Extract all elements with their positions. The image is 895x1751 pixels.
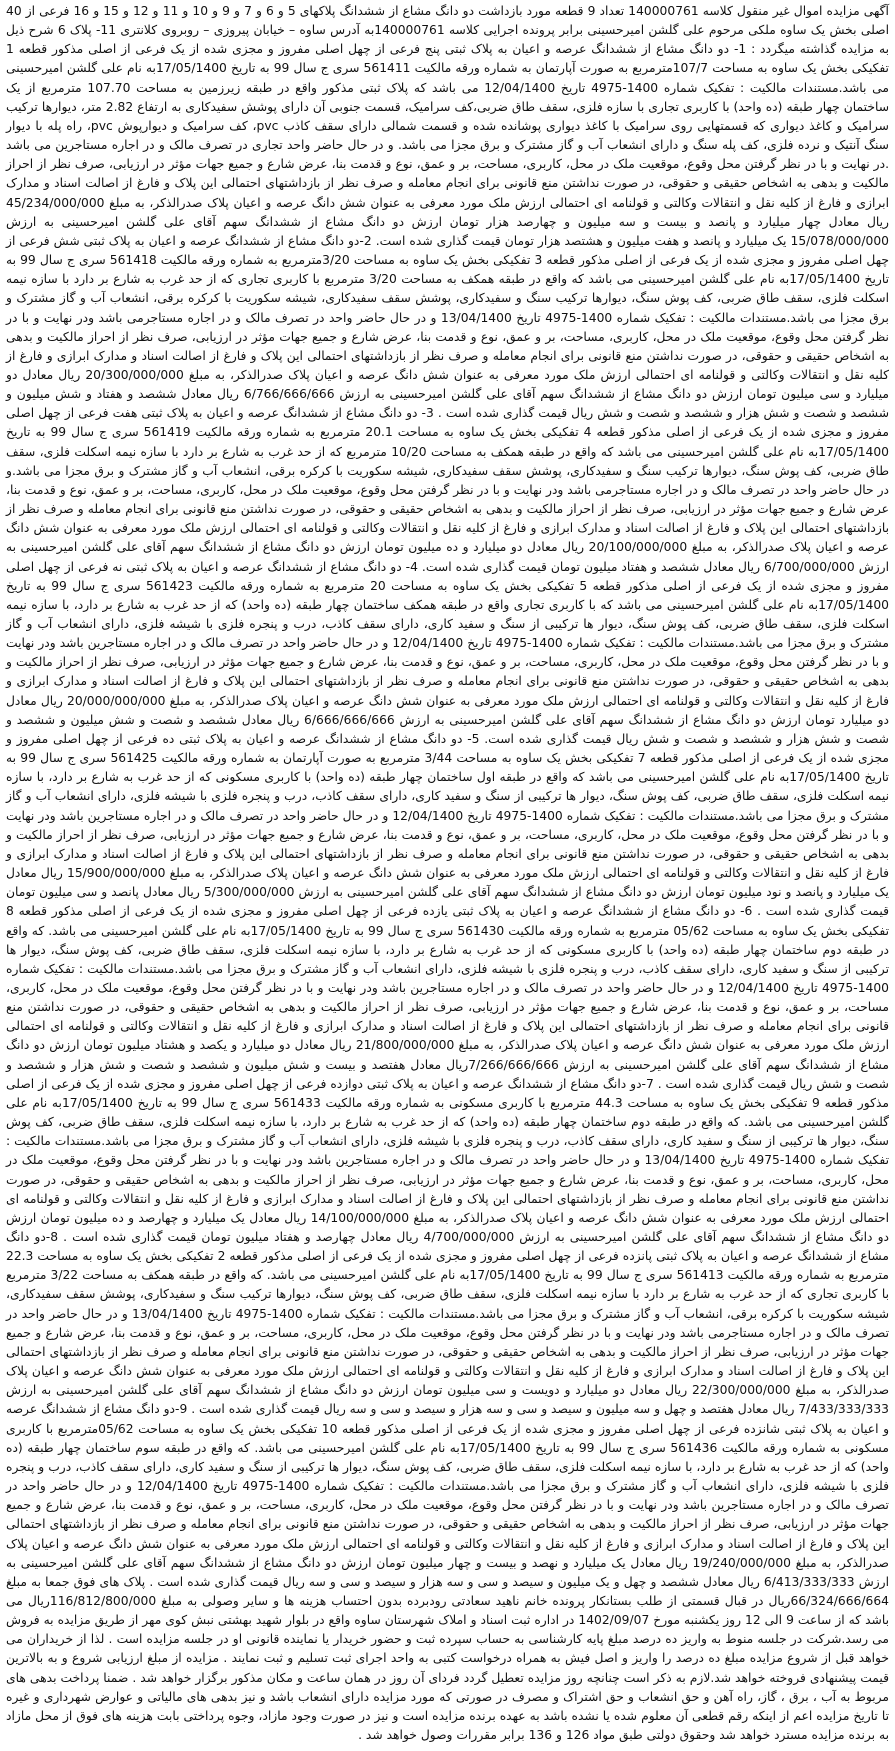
auction-notice-text: آگهی مزایده اموال غیر منقول کلاسه 140000761 تعداد 9 قطعه مورد بازداشت دو دانگ مشاع از ششدانگ پلاکهای 5 و 6 و 7 و 9 و 10 و 11 و 12 و 15 و 16 فرعی از 40 اصلی بخش یک ساوه ملکی مرحوم علی گلشن امیرحسینی برابر پرونده اجرایی کلاسه 140000761به آدرس ساوه – خیابان پیروزی – روبروی کلانتری 11- پلاک 6 شرح ذیل به مزایده گذاشته میگردد : 1- دو دانگ مشاع از ششدانگ عرصه و اعیان به پلاک ثبتی پنج فرعی از چهل اصلی مفروز و مجزی شده از یک فرعی از اصلی مذکور قطعه 1 تفکیکی بخش یک ساوه به مساحت 107/7مترمربع به صورت آپارتمان به شماره ورقه مالکیت 561411 سری ج سال 99 به تاریخ 17/05/1400به نام علی گلشن امیرحسینی می باشد.مستندات مالکیت : تفکیک شماره 1400-4975 تاریخ 12/04/1400 می باشد که پلاک ثبتی مذکور واقع در طبقه زیرزمین به مساحت 107.70 مترمربع از یک ساختمان چهار طبقه (ده واحد) با کاربری تجاری با سازه فلزی، سقف طاق ضربی،کف سرامیک، قسمت جنوبی آن دارای پوشش سفیدکاری به ارتفاع 2.82 متر، دیوارها ترکیب سرامیک و کاغذ دیواری که قسمتهایی روی سرامیک با کاغذ دیواری پوشانده شده و قسمت شمالی دارای سقف کاذب pvc، کف سرامیک و دیوارپوش pvc، راه پله با دیوار سنگ آنتیک و نرده فلزی، کف پله سنگ و دارای انشعاب آب و گاز مشترک و برق مجزا می باشد. و در حال حاضر واحد تجاری در تصرف مالک و در اجاره مستاجرین می باشد .در نهایت و با در نظر گرفتن محل وقوع، موقعیت ملک در محل، کاربری، مساحت، بر و عمق، نوع و قدمت بنا، عرض شارع و جمیع جهات مؤثر در ارزیابی، صرف نظر از احراز مالکیت و بدهی به اشخاص حقیقی و حقوقی، در صورت نداشتن منع قانونی برای انجام معامله و صرف نظر از بازداشتهای احتمالی این پلاک و فارغ از اصالت اسناد و مدارک ابرازی و فارغ از کلیه نقل و انتقالات وکالتی و قولنامه ای احتمالی ارزش ملک مورد معرفی به عنوان شش دانگ عرصه و اعیان پلاک صدرالذکر، به مبلغ 45/234/000/000 ریال معادل چهار میلیارد و پانصد و بیست و سه میلیون و چهارصد هزار تومان ارزش دو دانگ مشاع از ششدانگ سهم آقای علی گلشن امیرحسینی به ارزش 15/078/000/000 یک میلیارد و پانصد و هفت میلیون و هشتصد هزار تومان قیمت گذاری شده است. 2-دو دانگ مشاع از ششدانگ عرصه و اعیان به پلاک ثبتی شش فرعی از چهل اصلی مفروز و مجزی شده از یک فرعی از اصلی مذکور قطعه 3 تفکیکی بخش یک ساوه به مساحت 3/20مترمربع به شماره ورقه مالکیت 561418 سری ج سال 99 به تاریخ 17/05/1400به نام علی گلشن امیرحسینی می باشد که واقع در طبقه همکف به مساحت 3/20 مترمربع با کاربری تجاری که از حد غرب به شارع بر دارد با سازه نیمه اسکلت فلزی، سقف طاق ضربی، کف پوش سنگ، دیوارها ترکیب سنگ و سفیدکاری، پوشش سقف سفیدکاری، شیشه سکوریت با کرکره برقی، انشعاب آب و گاز مشترک و برق مجزا می باشد.مستندات مالکیت : تفکیک شماره 1400-4975 تاریخ 13/04/1400 و در حال حاضر واحد در تصرف مالک و در اجاره مستاجرمی باشد ودر نهایت و با در نظر گرفتن محل وقوع، موقعیت ملک در محل، کاربری، مساحت، بر و عمق، نوع و قدمت بنا، عرض شارع و جمیع جهات مؤثر در ارزیابی، صرف نظر از احراز مالکیت و بدهی به اشخاص حقیقی و حقوقی، در صورت نداشتن منع قانونی برای انجام معامله و صرف نظر از بازداشتهای احتمالی این پلاک و فارغ از اصالت اسناد و مدارک ابرازی و فارغ از کلیه نقل و انتقالات وکالتی و قولنامه ای احتمالی ارزش ملک مورد معرفی به عنوان شش دانگ عرصه و اعیان پلاک صدرالذکر، به مبلغ 20/300/000/000 ریال معادل دو میلیارد و سی میلیون تومان ارزش دو دانگ مشاع از ششدانگ سهم آقای علی گلشن امیرحسینی به ارزش 6/766/666/666 ریال معادل ششصد و هفتاد و شش میلیون و ششصد و شصت و شش هزار و ششصد و شصت و شش ریال قیمت گذاری شده است . 3- دو دانگ مشاع از ششدانگ عرصه و اعیان به پلاک ثبتی هفت فرعی از چهل اصلی مفروز و مجزی شده از یک فرعی از اصلی مذکور قطعه 4 تفکیکی بخش یک ساوه به مساحت 20.1 مترمربع به شماره ورقه مالکیت 561419 سری ج سال 99 به تاریخ 17/05/1400به نام علی گلشن امیرحسینی می باشد که واقع در طبقه همکف به مساحت 10/20 مترمربع که از حد غرب به شارع بر دارد با سازه نیمه اسکلت فلزی، سقف طاق ضربی، کف پوش سنگ، دیوارها ترکیب سنگ و سفیدکاری، پوشش سقف سفیدکاری، شیشه سکوریت با کرکره برقی، انشعاب آب و گاز مشترک و برق مجزا می باشد.و در حال حاضر واحد در تصرف مالک و در اجاره مستاجرمی باشد ودر نهایت و با در نظر گرفتن محل وقوع، موقعیت ملک در محل، کاربری، مساحت، بر و عمق، نوع و قدمت بنا، عرض شارع و جمیع جهات مؤثر در ارزیابی، صرف نظر از احراز مالکیت و بدهی به اشخاص حقیقی و حقوقی، در صورت نداشتن منع قانونی برای انجام معامله و صرف نظر از بازداشتهای احتمالی این پلاک و فارغ از اصالت اسناد و مدارک ابرازی و فارغ از کلیه نقل و انتقالات وکالتی و قولنامه ای احتمالی ارزش ملک مورد معرفی به عنوان شش دانگ عرصه و اعیان پلاک صدرالذکر، به مبلغ 20/100/000/000 ریال معادل دو میلیارد و ده میلیون تومان ارزش دو دانگ مشاع از ششدانگ سهم آقای علی گلشن امیرحسینی به ارزش 6/700/000/000 ریال معادل ششصد و هفتاد میلیون تومان قیمت گذاری شده است. 4- دو دانگ مشاع از ششدانگ عرصه و اعیان به پلاک ثبتی نه فرعی از چهل اصلی مفروز و مجزی شده از یک فرعی از اصلی مذکور قطعه 5 تفکیکی بخش یک ساوه به مساحت 20 مترمربع به شماره ورقه مالکیت 561423 سری ج سال 99 به تاریخ 17/05/1400به نام علی گلشن امیرحسینی می باشد که با کاربری تجاری واقع در طبقه همکف ساختمان چهار طبقه (ده واحد) که از حد غرب به شارع بر دارد، با سازه نیمه اسکلت فلزی، سقف طاق ضربی، کف پوش سنگ، دیوار ها ترکیبی از سنگ و سفید کاری، دارای سقف کاذب، درب و پنجره فلزی با شیشه فلزی، دارای انشعاب آب و گاز مشترک و برق مجزا می باشد.مستندات مالکیت : تفکیک شماره 1400-4975 تاریخ 12/04/1400 و در حال حاضر واحد در تصرف مالک و در اجاره مستاجرین باشد ودر نهایت و با در نظر گرفتن محل وقوع، موقعیت ملک در محل، کاربری، مساحت، بر و عمق، نوع و قدمت بنا، عرض شارع و جمیع جهات مؤثر در ارزیابی، صرف نظر از احراز مالکیت و بدهی به اشخاص حقیقی و حقوقی، در صورت نداشتن منع قانونی برای انجام معامله و صرف نظر از بازداشتهای احتمالی این پلاک و فارغ از اصالت اسناد و مدارک ابرازی و فارغ از کلیه نقل و انتقالات وکالتی و قولنامه ای احتمالی ارزش ملک مورد معرفی به عنوان شش دانگ عرصه و اعیان پلاک صدرالذکر، به مبلغ 20/000/000/000 ریال معادل دو میلیارد تومان ارزش دو دانگ مشاع از ششدانگ سهم آقای علی گلشن امیرحسینی به ارزش 6/666/666/666 ریال معادل ششصد و شصت و شش میلیون و ششصد و شصت و شش هزار و ششصد و شصت و شش ریال قیمت گذاری شده است. 5- دو دانگ مشاع از ششدانگ عرصه و اعیان به پلاک ثبتی ده فرعی از چهل اصلی مفروز و مجزی شده از یک فرعی از اصلی مذکور قطعه 7 تفکیکی بخش یک ساوه به مساحت 3/44 مترمربع به صورت آپارتمان به شماره ورقه مالکیت 561425 سری ج سال 99 به تاریخ 17/05/1400به نام علی گلشن امیرحسینی می باشد که واقع در طبقه اول ساختمان چهار طبقه (ده واحد) با کاربری مسکونی که از حد غرب به شارع بر دارد، با سازه نیمه اسکلت فلزی، سقف طاق ضربی، کف پوش سنگ، دیوار ها ترکیبی از سنگ و سفید کاری، دارای سقف کاذب، درب و پنجره فلزی با شیشه فلزی، دارای انشعاب آب و گاز مشترک و برق مجزا می باشد.مستندات مالکیت : تفکیک شماره 1400-4975 تاریخ 12/04/1400 و در حال حاضر واحد در تصرف مالک و در اجاره مستاجرین باشد ودر نهایت و با در نظر گرفتن محل وقوع، موقعیت ملک در محل، کاربری، مساحت، بر و عمق، نوع و قدمت بنا، عرض شارع و جمیع جهات مؤثر در ارزیابی، صرف نظر از احراز مالکیت و بدهی به اشخاص حقیقی و حقوقی، در صورت نداشتن منع قانونی برای انجام معامله و صرف نظر از بازداشتهای احتمالی این پلاک و فارغ از اصالت اسناد و مدارک ابرازی و فارغ از کلیه نقل و انتقالات وکالتی و قولنامه ای احتمالی ارزش ملک مورد معرفی به عنوان شش دانگ عرصه و اعیان پلاک صدرالذکر، به مبلغ 15/900/000/000 ریال معادل یک میلیارد و پانصد و نود میلیون تومان ارزش دو دانگ مشاع از ششدانگ سهم آقای علی گلشن امیرحسینی به ارزش 5/300/000/000 ریال معادل پانصد و سی میلیون تومان قیمت گذاری شده است . 6- دو دانگ مشاع از ششدانگ عرصه و اعیان به پلاک ثبتی یازده فرعی از چهل اصلی مفروز و مجزی شده از یک فرعی از اصلی مذکور قطعه 8 تفکیکی بخش یک ساوه به مساحت 05/62 مترمربع به شماره ورقه مالکیت 561430 سری ج سال 99 به تاریخ 17/05/1400به نام علی گلشن امیرحسینی می باشد. که واقع در طبقه دوم ساختمان چهار طبقه (ده واحد) با کاربری مسکونی که از حد غرب به شارع بر دارد، با سازه نیمه اسکلت فلزی، سقف طاق ضربی، کف پوش سنگ، دیوار ها ترکیبی از سنگ و سفید کاری، دارای سقف کاذب، درب و پنجره فلزی با شیشه فلزی، دارای انشعاب آب و گاز مشترک و برق مجزا می باشد.مستندات مالکیت : تفکیک شماره 1400-4975 تاریخ 12/04/1400 و در حال حاضر واحد در تصرف مالک و در اجاره مستاجرین باشد ودر نهایت و با در نظر گرفتن محل وقوع، موقعیت ملک در محل، کاربری، مساحت، بر و عمق، نوع و قدمت بنا، عرض شارع و جمیع جهات مؤثر در ارزیابی، صرف نظر از احراز مالکیت و بدهی به اشخاص حقیقی و حقوقی، در صورت نداشتن منع قانونی برای انجام معامله و صرف نظر از بازداشتهای احتمالی این پلاک و فارغ از اصالت اسناد و مدارک ابرازی و فارغ از کلیه نقل و انتقالات وکالتی و قولنامه ای احتمالی ارزش ملک مورد معرفی به عنوان شش دانگ عرصه و اعیان پلاک صدرالذکر، به مبلغ 21/800/000/000 ریال معادل دو میلیارد و یکصد و هشتاد میلیون تومان ارزش دو دانگ مشاع از ششدانگ سهم آقای علی گلشن امیرحسینی به ارزش 7/266/666/666ریال معادل هفتصد و بیست و شش میلیون و ششصد و شصت و شش هزار و ششصد و شصت و شش ریال قیمت گذاری شده است . 7-دو دانگ مشاع از ششدانگ عرصه و اعیان به پلاک ثبتی دوازده فرعی از چهل اصلی مفروز و مجزی شده از یک فرعی از اصلی مذکور قطعه 9 تفکیکی بخش یک ساوه به مساحت 44.3 مترمربع با کاربری مسکونی به شماره ورقه مالکیت 561433 سری ج سال 99 به تاریخ 17/05/1400به نام علی گلشن امیرحسینی می باشد. که واقع در طبقه دوم ساختمان چهار طبقه (ده واحد) که از حد غرب به شارع بر دارد، با سازه نیمه اسکلت فلزی، سقف طاق ضربی، کف پوش سنگ، دیوار ها ترکیبی از سنگ و سفید کاری، دارای سقف کاذب، درب و پنجره فلزی با شیشه فلزی، دارای انشعاب آب و گاز مشترک و برق مجزا می باشد.مستندات مالکیت : تفکیک شماره 1400-4975 تاریخ 13/04/1400 و در حال حاضر واحد در تصرف مالک و در اجاره مستاجرین باشد ودر نهایت و با در نظر گرفتن محل وقوع، موقعیت ملک در محل، کاربری، مساحت، بر و عمق، نوع و قدمت بنا، عرض شارع و جمیع جهات مؤثر در ارزیابی، صرف نظر از احراز مالکیت و بدهی به اشخاص حقیقی و حقوقی، در صورت نداشتن منع قانونی برای انجام معامله و صرف نظر از بازداشتهای احتمالی این پلاک و فارغ از اصالت اسناد و مدارک ابرازی و فارغ از کلیه نقل و انتقالات وکالتی و قولنامه ای احتمالی ارزش ملک مورد معرفی به عنوان شش دانگ عرصه و اعیان پلاک صدرالذکر، به مبلغ 14/100/000/000 ریال معادل یک میلیارد و چهارصد و ده میلیون تومان ارزش دو دانگ مشاع از ششدانگ سهم آقای علی گلشن امیرحسینی به ارزش 4/700/000/000 ریال معادل چهارصد و هفتاد میلیون تومان قیمت گذاری شده است . 8-دو دانگ مشاع از ششدانگ عرصه و اعیان به پلاک ثبتی پانزده فرعی از چهل اصلی مفروز و مجزی شده از یک فرعی از اصلی مذکور قطعه 2 تفکیکی بخش یک ساوه به مساحت 22.3 مترمربع به شماره ورقه مالکیت 561413 سری ج سال 99 به تاریخ 17/05/1400به نام علی گلشن امیرحسینی می باشد. که واقع در طبقه همکف به مساحت 3/22 مترمربع با کاربری تجاری که از حد غرب به شارع بر دارد با سازه نیمه اسکلت فلزی، سقف طاق ضربی، کف پوش سنگ، دیوارها ترکیب سنگ و سفیدکاری، پوشش سقف سفیدکاری، شیشه سکوریت با کرکره برقی، انشعاب آب و گاز مشترک و برق مجزا می باشد.مستندات مالکیت : تفکیک شماره 1400-4975 تاریخ 13/04/1400 و در حال حاضر واحد در تصرف مالک و در اجاره مستاجرمی باشد ودر نهایت و با در نظر گرفتن محل وقوع، موقعیت ملک در محل، کاربری، مساحت، بر و عمق، نوع و قدمت بنا، عرض شارع و جمیع جهات مؤثر در ارزیابی، صرف نظر از احراز مالکیت و بدهی به اشخاص حقیقی و حقوقی، در صورت نداشتن منع قانونی برای انجام معامله و صرف نظر از بازداشتهای احتمالی این پلاک و فارغ از اصالت اسناد و مدارک ابرازی و فارغ از کلیه نقل و انتقالات وکالتی و قولنامه ای احتمالی ارزش ملک مورد معرفی به عنوان شش دانگ عرصه و اعیان پلاک صدرالذکر، به مبلغ 22/300/000/000 ریال معادل دو میلیارد و دویست و سی میلیون تومان ارزش دو دانگ مشاع از ششدانگ سهم آقای علی گلشن امیرحسینی به ارزش 7/433/333/333 ریال معادل هفتصد و چهل و سه میلیون و سیصد و سی و سه هزار و سیصد و سی و سه ریال قیمت گذاری شده است . 9-دو دانگ مشاع از ششدانگ عرصه و اعیان به پلاک ثبتی شانزده فرعی از چهل اصلی مفروز و مجزی شده از یک فرعی از اصلی مذکور قطعه 10 تفکیکی بخش یک ساوه به مساحت 05/62مترمربع با کاربری مسکونی به شماره ورقه مالکیت 561436 سری ج سال 99 به تاریخ 17/05/1400به نام علی گلشن امیرحسینی می باشد. که واقع در طبقه سوم ساختمان چهار طبقه (ده واحد) که از حد غرب به شارع بر دارد، با سازه نیمه اسکلت فلزی، سقف طاق ضربی، کف پوش سنگ، دیوار ها ترکیبی از سنگ و سفید کاری، دارای سقف کاذب، درب و پنجره فلزی با شیشه فلزی، دارای انشعاب آب و گاز مشترک و برق مجزا می باشد.مستندات مالکیت : تفکیک شماره 1400-4975 تاریخ 12/04/1400 و در حال حاضر واحد در تصرف مالک و در اجاره مستاجرین باشد ودر نهایت و با در نظر گرفتن محل وقوع، موقعیت ملک در محل، کاربری، مساحت، بر و عمق، نوع و قدمت بنا، عرض شارع و جمیع جهات مؤثر در ارزیابی، صرف نظر از احراز مالکیت و بدهی به اشخاص حقیقی و حقوقی، در صورت نداشتن منع قانونی برای انجام معامله و صرف نظر از بازداشتهای احتمالی این پلاک و فارغ از اصالت اسناد و مدارک ابرازی و فارغ از کلیه نقل و انتقالات وکالتی و قولنامه ای احتمالی ارزش ملک مورد معرفی به عنوان شش دانگ عرصه و اعیان پلاک صدرالذکر، به مبلغ 19/240/000/000 ریال معادل یک میلیارد و نهصد و بیست و چهار میلیون تومان ارزش دو دانگ مشاع از ششدانگ سهم آقای علی گلشن امیرحسینی به ارزش 6/413/333/333 ریال معادل ششصد و چهل و یک میلیون و سیصد و سی و سه هزار و سیصد و سی و سه ریال قیمت گذاری شده است . پلاک های فوق جمعا به مبلغ 66/324/666/664ریال در قبال قسمتی از طلب بستانکار پرونده خانم ناهید سعادتی رودبرده بدون احتساب هزینه ها و سایر وصولی به مبلغ 116/812/800/000ریال می باشد که از ساعت 9 الی 12 روز یکشنبه مورخ 1402/09/07 در اداره ثبت اسناد و املاک شهرستان ساوه واقع در بلوار شهید بهشتی نبش کوی مهر از طریق مزایده به فروش می رسد.شرکت در جلسه منوط به واریز ده درصد مبلغ پایه کارشناسی به حساب سپرده ثبت و حضور خریدار یا نماینده قانونی او در جلسه مزایده است . لذا از خریداران می خواهد قبل از شروع مزایده مبلغ ده درصد را واریز و اصل فیش به همراه درخواست کتبی به واحد اجرای ثبت تسلیم و ثبت نمایند . مزایده از مبلغ ارزیابی شروع و به بالاترین قیمت پیشنهادی فروخته خواهد شد.لازم به ذکر است چنانچه روز مزایده تعطیل گردد فردای آن روز در همان ساعت و مکان مذکور برگزار خواهد شد . ضمنا پرداخت بدهی های مربوط به آب ، برق ، گاز، راه آهن و حق انشعاب و حق اشتراک و مصرف در صورتی که مورد مزایده دارای انشعاب باشد و نیز بدهی های مالیاتی و عوارض شهرداری و غیره تا تاریخ مزایده اعم از اینکه رقم قطعی آن معلوم شده یا نشده باشد به عهده برنده مزایده است و نیز در صورت وجود مازاد، وجوه پرداختی بابت هزینه های فوق از محل مازاد به برنده مزایده مسترد خواهد شد وحقوق دولتی طبق مواد 126 و 136 برابر مقررات وصول خواهد شد .	[6, 4, 890, 1743]
